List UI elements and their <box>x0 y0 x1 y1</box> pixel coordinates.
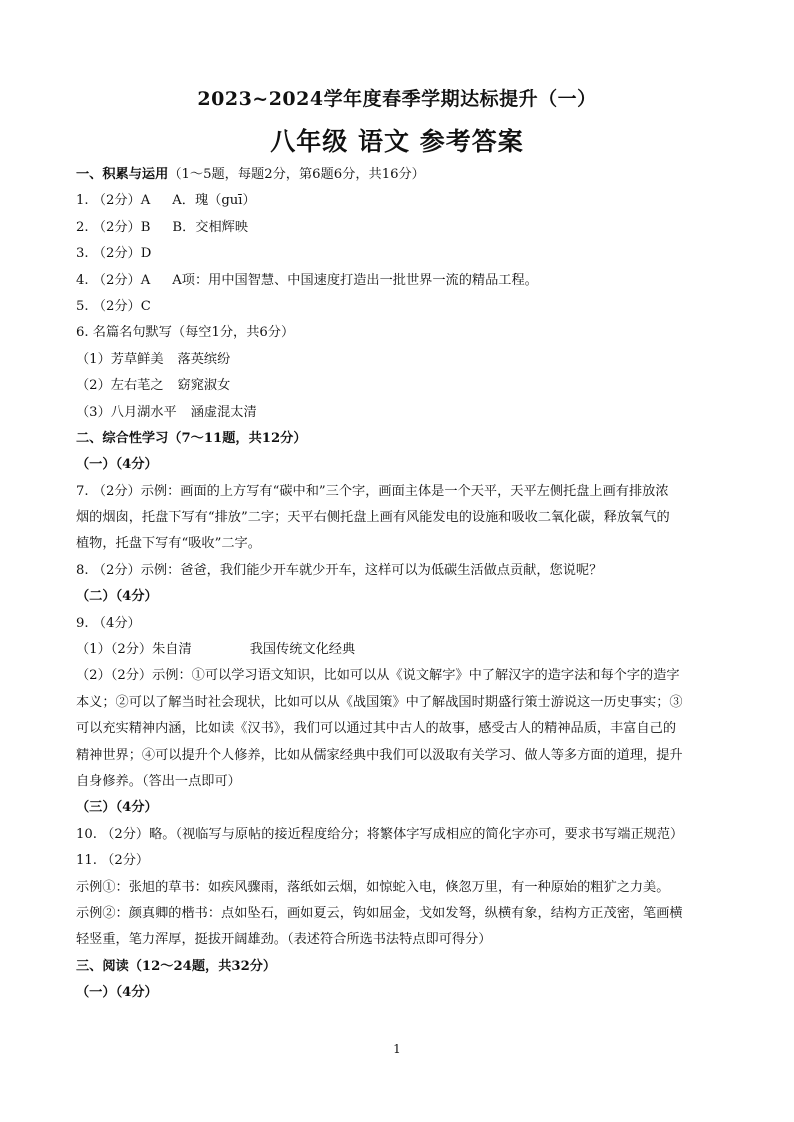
section-1-note: （1～5题，每题2分，第6题6分，共16分） <box>168 167 425 182</box>
q2-number: 2. （2分）B <box>76 219 151 235</box>
section-2-part-3-label: （三）（4分） <box>76 800 158 816</box>
answer-q6 <box>76 320 724 346</box>
answer-q9-2-line-4: 精神世界；④可以提升个人修养，比如从儒家经典中我们可以汲取有关学习、做人等多方面的道理，提升 <box>76 747 683 763</box>
document-title: 2023~2024学年度春季学期达标提升（一） <box>197 88 597 110</box>
q1-number: 1. （2分）A <box>76 193 151 209</box>
answer-q8: 8. （2分）示例：爸爸，我们能少开车就少开车，这样可以为低碳生活做点贡献，您说呢？ <box>76 562 603 578</box>
answer-q1 <box>76 188 724 214</box>
section-3-part-1-label: （一）（4分） <box>76 985 158 1001</box>
q1-answer: A．瑰（guī） <box>172 193 256 209</box>
section-3-heading: 三、阅读（12～24题，共32分） <box>76 958 277 974</box>
q2-answer: B．交相辉映 <box>172 219 249 235</box>
answer-q11: 11. （2分） <box>76 853 150 869</box>
document-subtitle: 八年级 语文 参考答案 <box>270 127 524 156</box>
q4-answer: A项：用中国智慧、中国速度打造出一批世界一流的精品工程。 <box>172 272 538 288</box>
answer-q10: 10. （2分）略。（视临写与原帖的接近程度给分；将繁体字写成相应的简化字亦可，要求书写端正规范） <box>76 826 684 842</box>
answer-q11-example-2-line-1: 示例②：颜真卿的楷书：点如坠石，画如夏云，钩如屈金，戈如发弩，纵横有象，结构方正茂密，笔画横 <box>76 905 683 921</box>
q6-3-a: （3）八月湖水平 <box>76 404 177 420</box>
q3-number: 3. （2分）D <box>76 246 152 262</box>
answer-q6-1 <box>76 347 724 373</box>
section-1-heading <box>76 162 724 188</box>
answer-q6-2 <box>76 373 724 399</box>
answer-q3 <box>76 241 724 267</box>
answer-q5 <box>76 294 724 320</box>
q9-1-a: （1）（2分）朱自清 <box>76 642 192 658</box>
answer-q9-2-line-3: 可以充实精神内涵，比如读《汉书》，我们可以通过其中古人的故事，感受古人的精神品质，丰富自己的 <box>76 721 677 737</box>
answer-q9: 9. （4分） <box>76 615 141 631</box>
answer-q4 <box>76 268 724 294</box>
answer-q9-2-line-2: 本义；②可以了解当时社会现状，比如可以从《战国策》中了解战国时期盛行策士游说这一历史事实；③ <box>76 694 683 710</box>
answer-q9-2-line-5: 自身修养。（答出一点即可） <box>76 773 241 789</box>
q9-1-b: 我国传统文化经典 <box>249 642 356 658</box>
answer-q7-line-3: 植物，托盘下写有“吸收”二字。 <box>76 536 261 552</box>
answer-q6-3 <box>76 400 724 426</box>
answer-q11-example-1: 示例①：张旭的草书：如疾风骤雨，落纸如云烟，如惊蛇入电，倏忽万里，有一种原始的粗犷之力美。 <box>76 879 670 895</box>
answer-q11-example-2-line-2: 轻竖重，笔力浑厚，挺拔开阔雄劲。（表述符合所选书法特点即可得分） <box>76 932 492 948</box>
section-2-part-1-label: （一）（4分） <box>76 457 158 473</box>
q6-number: 6. 名篇名句默写（每空1分，共6分） <box>76 325 295 341</box>
q4-number: 4. （2分）A <box>76 272 151 288</box>
page-number: 1 <box>393 1042 401 1056</box>
answer-q7-line-2: 烟的烟囱，托盘下写有“排放”二字；天平右侧托盘上画有风能发电的设施和吸收二氧化碳，释放氧气的 <box>76 510 670 526</box>
answer-q2 <box>76 215 724 241</box>
q6-1-a: （1）芳草鲜美 <box>76 351 164 367</box>
q6-2-b: 窈窕淑女 <box>177 378 231 394</box>
section-2-part-2-label: （二）（4分） <box>76 589 158 605</box>
section-2-heading: 二、综合性学习（7～11题，共12分） <box>76 430 307 446</box>
q6-2-a: （2）左右芼之 <box>76 378 164 394</box>
answer-q9-1 <box>76 637 724 663</box>
q6-3-b: 涵虚混太清 <box>190 404 257 420</box>
section-1-title: 一、积累与运用 <box>76 167 169 182</box>
answer-content <box>76 162 724 1007</box>
answer-q9-2-line-1: （2）（2分）示例：①可以学习语文知识，比如可以从《说文解字》中了解汉字的造字法和每个字的造字 <box>76 668 680 684</box>
answer-q7-line-1: 7. （2分）示例：画面的上方写有“碳中和”三个字，画面主体是一个天平，天平左侧托盘上画有排放浓 <box>76 483 669 499</box>
q6-1-b: 落英缤纷 <box>177 351 231 367</box>
q5-number: 5. （2分）C <box>76 298 151 314</box>
